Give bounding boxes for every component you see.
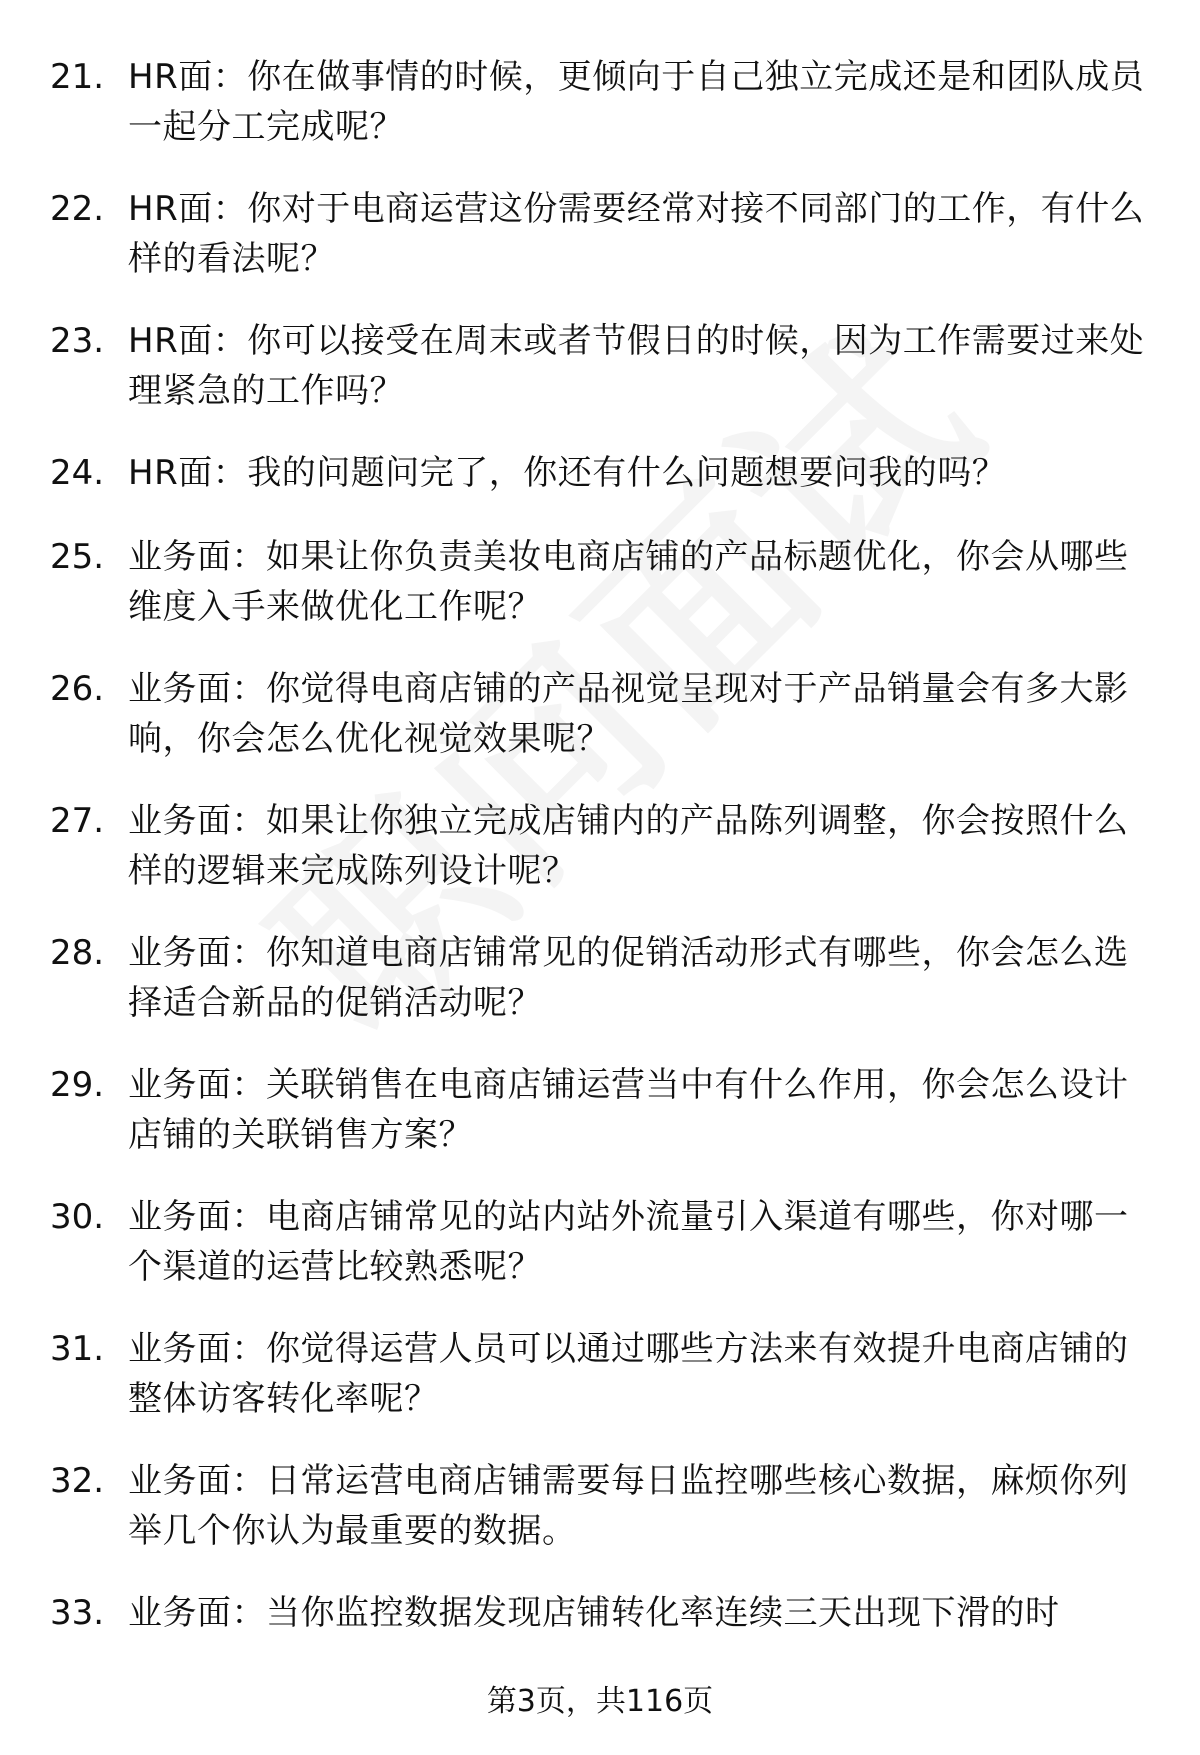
question-number: 25.	[50, 537, 105, 577]
list-item	[0, 1312, 1200, 1444]
list-item	[0, 652, 1200, 784]
question-number: 30.	[50, 1197, 105, 1237]
list-item	[0, 916, 1200, 1048]
list-item	[0, 520, 1200, 652]
question-text: 业务面：日常运营电商店铺需要每日监控哪些核心数据，麻烦你列举几个你认为最重要的数据。	[128, 1461, 1129, 1551]
question-text: HR面：你在做事情的时候，更倾向于自己独立完成还是和团队成员一起分工完成呢？	[128, 57, 1145, 147]
question-text: 业务面：电商店铺常见的站内站外流量引入渠道有哪些，你对哪一个渠道的运营比较熟悉呢？	[128, 1197, 1129, 1287]
question-text: 业务面：当你监控数据发现店铺转化率连续三天出现下滑的时	[128, 1593, 1060, 1633]
question-number: 22.	[50, 189, 105, 229]
question-number: 26.	[50, 669, 105, 709]
list-item	[0, 1180, 1200, 1312]
question-text: 业务面：你觉得电商店铺的产品视觉呈现对于产品销量会有多大影响，你会怎么优化视觉效果呢？	[128, 669, 1129, 759]
question-text: 业务面：如果让你负责美妆电商店铺的产品标题优化，你会从哪些维度入手来做优化工作呢？	[128, 537, 1129, 627]
question-number: 27.	[50, 801, 105, 841]
question-text: HR面：我的问题问完了，你还有什么问题想要问我的吗？	[128, 453, 1007, 493]
question-number: 28.	[50, 933, 105, 973]
question-number: 23.	[50, 321, 105, 361]
list-item	[0, 1576, 1200, 1660]
question-number: 33.	[50, 1593, 105, 1633]
question-text: 业务面：你知道电商店铺常见的促销活动形式有哪些，你会怎么选择适合新品的促销活动呢？	[128, 933, 1129, 1023]
question-text: HR面：你可以接受在周末或者节假日的时候，因为工作需要过来处理紧急的工作吗？	[128, 321, 1145, 411]
question-list	[0, 40, 1200, 1660]
question-number: 31.	[50, 1329, 105, 1369]
question-number: 32.	[50, 1461, 105, 1501]
question-number: 29.	[50, 1065, 105, 1105]
question-text: 业务面：关联销售在电商店铺运营当中有什么作用，你会怎么设计店铺的关联销售方案？	[128, 1065, 1129, 1155]
page-footer: 第3页，共116页	[486, 1684, 714, 1719]
list-item	[0, 304, 1200, 436]
question-text: 业务面：你觉得运营人员可以通过哪些方法来有效提升电商店铺的整体访客转化率呢？	[128, 1329, 1129, 1419]
list-item	[0, 172, 1200, 304]
question-text: HR面：你对于电商运营这份需要经常对接不同部门的工作，有什么样的看法呢？	[128, 189, 1145, 279]
question-number: 21.	[50, 57, 105, 97]
list-item	[0, 40, 1200, 172]
list-item	[0, 436, 1200, 520]
question-text: 业务面：如果让你独立完成店铺内的产品陈列调整，你会按照什么样的逻辑来完成陈列设计呢？	[128, 801, 1129, 891]
list-item	[0, 784, 1200, 916]
list-item	[0, 1444, 1200, 1576]
question-number: 24.	[50, 453, 105, 493]
list-item	[0, 1048, 1200, 1180]
